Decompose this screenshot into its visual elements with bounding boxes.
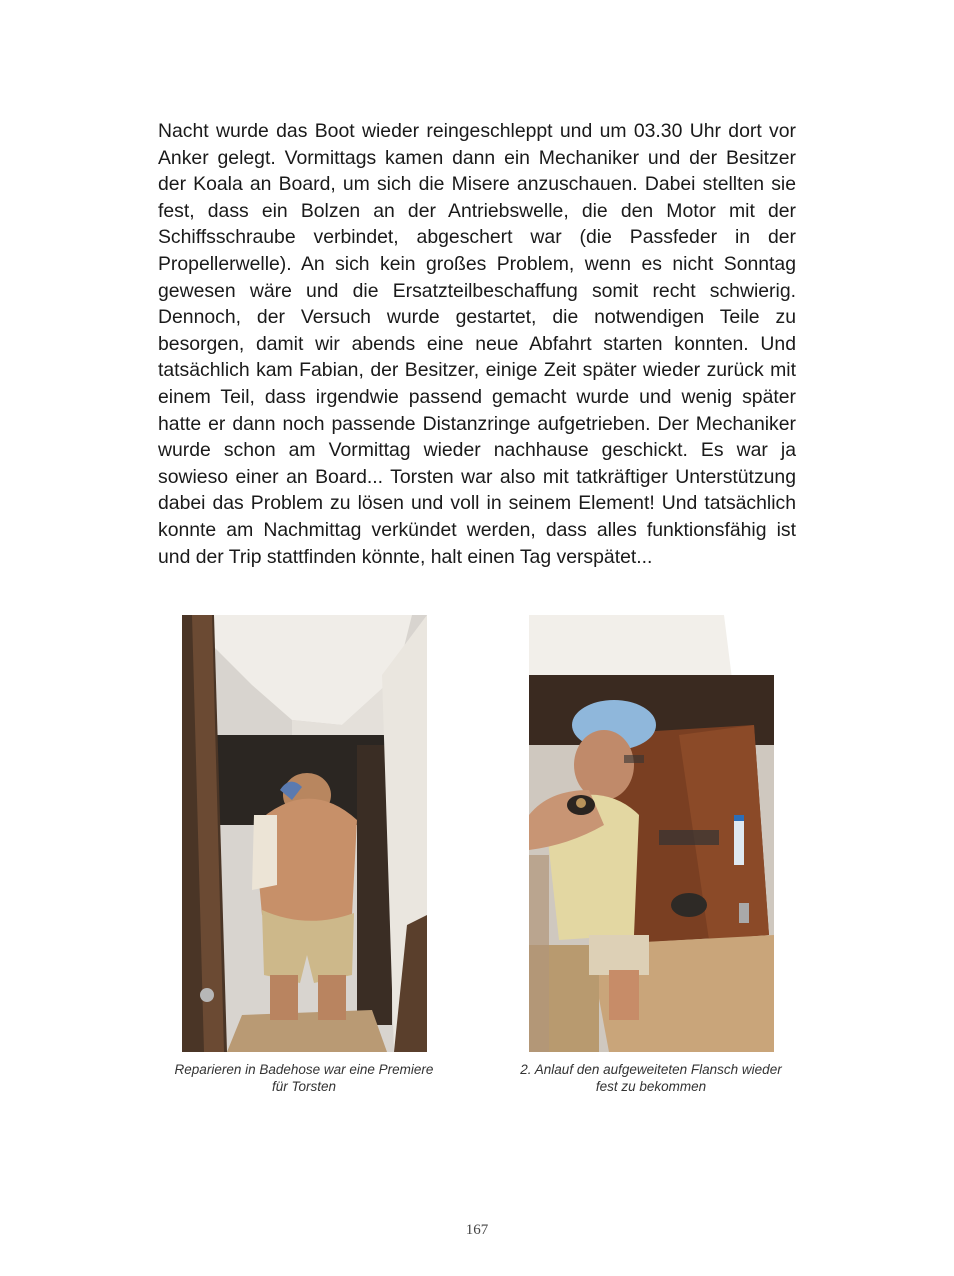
photo-repair-in-swim-shorts — [182, 615, 427, 1052]
page-number: 167 — [465, 1222, 489, 1238]
caption-line: fest zu bekommen — [595, 1079, 707, 1094]
figure-caption-left — [154, 1061, 454, 1095]
body-paragraph: Nacht wurde das Boot wieder reingeschleppt und um 03.30 Uhr dort vor Anker gelegt. Vormittags kamen dann ein Mechaniker und der Besitzer der Koala an Board, um sich die Misere anzuschauen. Dabei stellten sie fest, dass ein Bolzen an der Antriebswelle, die den Motor mit der Schiffsschraube verbindet, abgeschert war (die Passfeder in der Propellerwelle). An sich kein großes Problem, wenn es nicht Sonntag gewesen wäre und die Ersatzteilbeschaffung somit recht schwierig. Dennoch, der Versuch wurde gestartet, die notwendigen Teile zu besorgen, damit wir abends eine neue Abfahrt starten konnten. Und tatsächlich kam Fabian, der Besitzer, einige Zeit später wieder zurück mit einem Teil, dass irgendwie passend gemacht wurde und wenig später hatte er dann noch passende Distanzringe aufgetrieben. Der Mechaniker wurde schon am Vormittag wieder nachhause geschickt. Es war ja sowieso einer an Board... Torsten war also mit tatkräftiger Unterstützung dabei das Problem zu lösen und voll in seinem Element! Und tatsächlich konnte am Nachmittag verkündet werden, dass alles funktionsfähig ist und der Trip stattfinden könnte, halt einen Tag verspätet... — [158, 120, 796, 568]
figure-left — [154, 615, 454, 1095]
caption-line: 2. Anlauf den aufgeweiteten Flansch wieder — [520, 1062, 782, 1077]
caption-line: Reparieren in Badehose war eine Premiere — [174, 1062, 434, 1077]
photo-flange-repair — [529, 615, 774, 1052]
figure-caption-right — [501, 1061, 801, 1095]
figure-right — [501, 615, 801, 1095]
caption-line: für Torsten — [271, 1079, 337, 1094]
